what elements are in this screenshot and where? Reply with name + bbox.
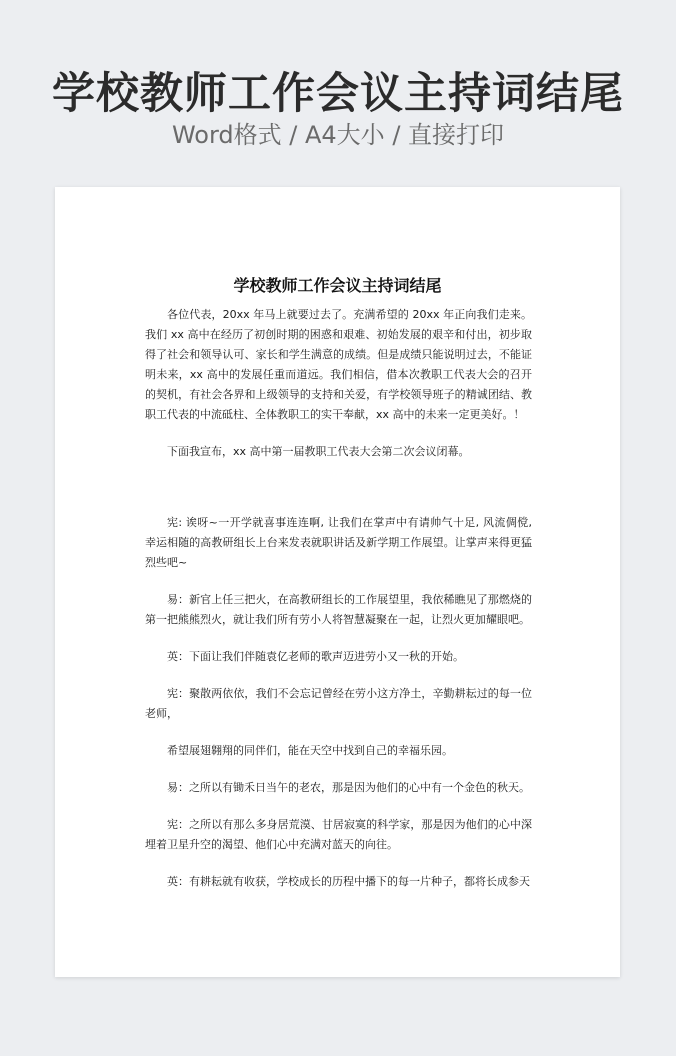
paragraph: 易：新官上任三把火，在高教研组长的工作展望里，我依稀瞧见了那燃烧的第一把熊熊烈火，就让我们所有劳小人将智慧凝聚在一起，让烈火更加耀眼吧。 — [145, 593, 532, 626]
paragraph: 英：下面让我们伴随袁亿老师的歌声迈进劳小又一秋的开始。 — [167, 650, 464, 663]
paragraph: 宪：聚散两依依，我们不会忘记曾经在劳小这方净土，辛勤耕耘过的每一位老师， — [145, 687, 532, 720]
paragraph: 下面我宣布，xx 高中第一届教职工代表大会第二次会议闭幕。 — [167, 445, 470, 458]
paragraph: 宪：之所以有那么多身居荒漠、甘居寂寞的科学家，那是因为他们的心中深埋着卫星升空的渴望、他们心中充满对蓝天的向往。 — [145, 818, 532, 851]
document-title: 学校教师工作会议主持词结尾 — [233, 276, 442, 295]
paragraph: 希望展翅翱翔的同伴们，能在天空中找到自己的幸福乐园。 — [167, 744, 453, 757]
banner-title: 学校教师工作会议主持词结尾 — [52, 69, 624, 119]
paragraph: 易：之所以有锄禾日当午的老农，那是因为他们的心中有一个金色的秋天。 — [167, 781, 530, 794]
document-body — [145, 305, 532, 909]
banner-subtitle: Word格式 / A4大小 / 直接打印 — [171, 121, 505, 149]
document-page — [55, 187, 620, 977]
paragraph: 英：有耕耘就有收获，学校成长的历程中播下的每一片种子，都将长成参天 — [167, 875, 530, 888]
paragraph: 宪: 诶呀~一开学就喜事连连啊, 让我们在掌声中有请帅气十足, 风流倜傥, 幸运相随的高教研组长上台来发表就职讲话及新学期工作展望。让掌声来得更猛烈些吧~ — [145, 516, 532, 569]
paragraph: 各位代表，20xx 年马上就要过去了。充满希望的 20xx 年正向我们走来。我们 xx 高中在经历了初创时期的困惑和艰难、初始发展的艰辛和付出，初步取得了社会和领导认可、家长和学生满意的成绩。但是成绩只能说明过去，不能证明未来，xx 高中的发展任重而道远。我们相信，借本次教职工代表大会的召开的契机，有社会各界和上级领导的支持和关爱，有学校领导班子的精诚团结、教职工代表的中流砥柱、全体教职工的实干奉献，xx 高中的未来一定更美好。！ — [145, 308, 532, 421]
